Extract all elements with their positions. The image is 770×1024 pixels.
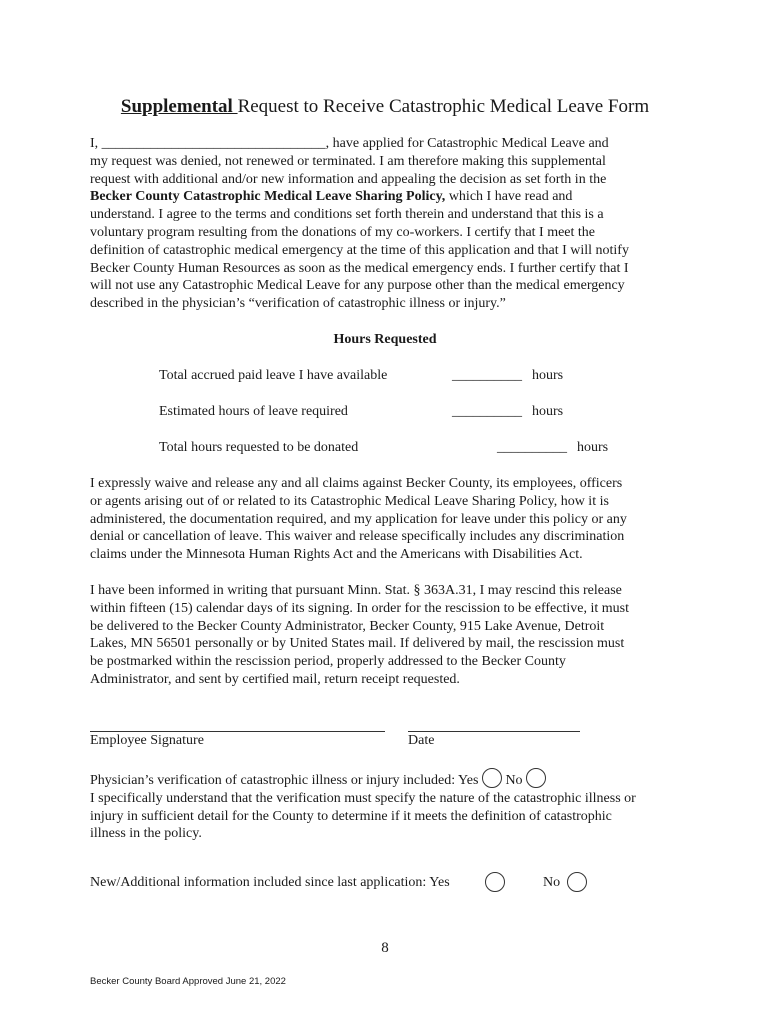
waiver-paragraph (90, 475, 690, 564)
hours-row-blank-2[interactable]: __________ (452, 404, 522, 419)
physician-yes-circle[interactable] (482, 768, 502, 788)
waiver-line: or agents arising out of or related to its Catastrophic Medical Leave Sharing Policy, how it is (90, 493, 609, 509)
rescission-line: Administrator, and sent by certified mail, return receipt requested. (90, 671, 460, 687)
rescission-paragraph (90, 582, 690, 689)
new-info-no-circle[interactable] (567, 872, 587, 892)
policy-name: Becker County Catastrophic Medical Leave Sharing Policy, (90, 189, 446, 205)
form-title-rest: Request to Receive Catastrophic Medical Leave Form (237, 96, 650, 117)
hours-row-label-3: Total hours requested to be donated (159, 440, 359, 455)
intro-line6: voluntary program resulting from the donations of my co-workers. I certify that I meet the (90, 224, 596, 240)
waiver-line: I expressly waive and release any and all claims against Becker County, its employees, officers (90, 476, 623, 491)
employee-signature-line[interactable] (90, 731, 385, 732)
physician-section (90, 768, 690, 843)
rescission-line: be delivered to the Becker County Administrator, Becker County, 915 Lake Avenue, Detroit (90, 618, 605, 634)
hours-row-label-2: Estimated hours of leave required (159, 404, 348, 419)
hours-row-label-1: Total accrued paid leave I have available (159, 368, 388, 383)
intro-line3: request with additional and/or new information and appealing the decision as set forth in the (90, 171, 607, 187)
intro-line4: which I have read and (445, 189, 573, 205)
intro-paragraph (90, 135, 690, 313)
physician-note-line: illness in the policy. (90, 826, 202, 842)
intro-prefix: I, (90, 136, 99, 151)
hours-row-unit-1: hours (532, 368, 564, 383)
physician-question: Physician’s verification of catastrophic illness or injury included: Yes (90, 773, 479, 788)
physician-note-line: I specifically understand that the verification must specify the nature of the catastrophic illness or (90, 790, 636, 806)
date-label: Date (408, 733, 435, 748)
physician-no-label: No (505, 773, 523, 788)
hours-row-unit-3: hours (577, 440, 609, 455)
form-title-bold: Supplemental (120, 96, 238, 117)
hours-row-unit-2: hours (532, 404, 564, 419)
form-title (0, 96, 770, 118)
intro-line5: understand. I agree to the terms and conditions set forth therein and understand that this is a (90, 207, 604, 223)
waiver-line: administered, the documentation required, and my application for leave under this policy or any (90, 511, 627, 527)
hours-row-blank-1[interactable]: __________ (452, 368, 522, 383)
intro-line8: Becker County Human Resources as soon as the medical emergency ends. I further certify that I (90, 260, 629, 276)
waiver-line: claims under the Minnesota Human Rights Act and the Americans with Disabilities Act. (90, 547, 583, 563)
intro-line7: definition of catastrophic medical emergency at the time of this application and that I will notify (90, 242, 629, 258)
applicant-name-blank[interactable]: ________________________________ (101, 136, 326, 151)
rescission-line: Lakes, MN 56501 personally or by United States mail. If delivered by mail, the rescission must (90, 636, 625, 652)
date-line[interactable] (408, 731, 580, 732)
intro-line1: , have applied for Catastrophic Medical Leave and (325, 136, 609, 151)
rescission-line: I have been informed in writing that pursuant Minn. Stat. § 363A.31, I may rescind this release (90, 583, 622, 598)
hours-heading: Hours Requested (333, 332, 437, 347)
page-number: 8 (381, 940, 389, 956)
rescission-line: be postmarked within the rescission period, properly addressed to the Becker County (90, 654, 566, 670)
intro-line2: my request was denied, not renewed or terminated. I am therefore making this supplemental (90, 153, 606, 169)
new-info-no-label: No (543, 875, 561, 890)
waiver-line: denial or cancellation of leave. This waiver and release specifically includes any discrimination (90, 529, 625, 545)
new-info-question: New/Additional information included since last application: Yes (90, 875, 450, 890)
employee-signature-label: Employee Signature (90, 733, 204, 748)
intro-line9: will not use any Catastrophic Medical Leave for any purpose other than the medical emergency (90, 278, 625, 294)
rescission-line: within fifteen (15) calendar days of its signing. In order for the rescission to be effective, it must (90, 600, 629, 616)
new-info-yes-circle[interactable] (485, 872, 505, 892)
hours-row-blank-3[interactable]: __________ (497, 440, 567, 455)
footer-approval: Becker County Board Approved June 21, 2022 (90, 976, 286, 987)
physician-no-circle[interactable] (526, 768, 546, 788)
physician-note-line: injury in sufficient detail for the County to determine if it meets the definition of catastrophic (90, 808, 612, 824)
intro-line10: described in the physician’s “verification of catastrophic illness or injury.” (90, 296, 506, 312)
